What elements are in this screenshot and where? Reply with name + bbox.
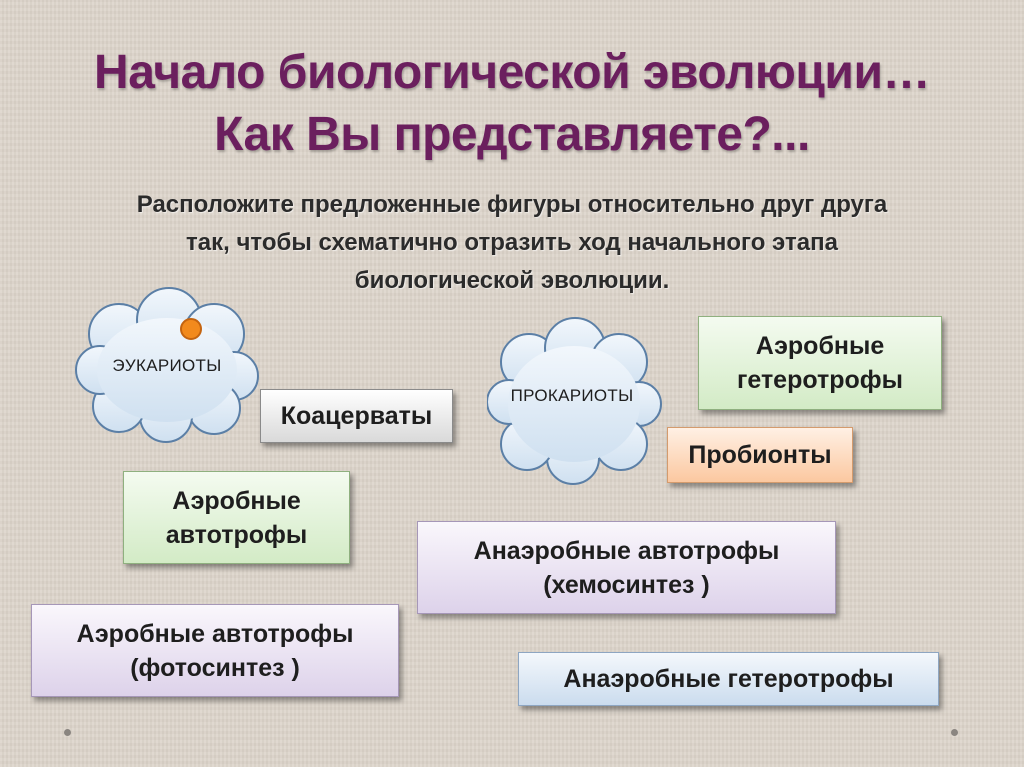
instruction-line-1: Расположите предложенные фигуры относительно друг друга — [136, 191, 888, 218]
slide-title — [0, 42, 1024, 166]
card-label: Коацерваты — [280, 402, 433, 430]
title-line-2: Как Вы представляете?... — [214, 108, 810, 161]
card-label: Пробионты — [688, 441, 832, 469]
card-line-2: (фотосинтез ) — [130, 653, 300, 682]
card-line-1: Аэробные — [755, 332, 885, 360]
card-label: Анаэробные гетеротрофы — [563, 665, 894, 693]
card-line-1: Анаэробные автотрофы — [473, 536, 780, 565]
title-line-1: Начало биологической эволюции… — [94, 46, 930, 99]
card-line-1: Аэробные — [172, 486, 301, 515]
aerobic-heterotrophs-card[interactable] — [698, 316, 942, 410]
anaerobic-heterotrophs-card[interactable] — [518, 652, 939, 706]
aerobic-autotrophs-photosynthesis-card[interactable] — [31, 604, 399, 697]
corner-dot-left — [64, 729, 71, 736]
prokaryotes-cloud[interactable] — [487, 314, 662, 486]
instruction-line-3: биологической эволюции. — [354, 267, 670, 294]
prokaryotes-label: ПРОКАРИОТЫ — [510, 386, 634, 405]
coacervates-card[interactable] — [260, 389, 453, 443]
orange-dot-icon — [181, 319, 201, 339]
card-line-2: гетеротрофы — [736, 366, 904, 394]
eukaryotes-label: ЭУКАРИОТЫ — [112, 356, 222, 375]
aerobic-autotrophs-card[interactable] — [123, 471, 350, 564]
instruction-line-2: так, чтобы схематично отразить ход начального этапа — [186, 229, 838, 256]
card-line-1: Аэробные автотрофы — [76, 619, 354, 648]
card-line-2: автотрофы — [165, 520, 308, 549]
instruction-text — [40, 186, 984, 300]
anaerobic-autotrophs-chemosynthesis-card[interactable] — [417, 521, 836, 614]
eukaryotes-cloud[interactable] — [74, 284, 260, 444]
corner-dot-right — [951, 729, 958, 736]
card-line-2: (хемосинтез ) — [543, 570, 710, 599]
probionts-card[interactable] — [667, 427, 853, 483]
